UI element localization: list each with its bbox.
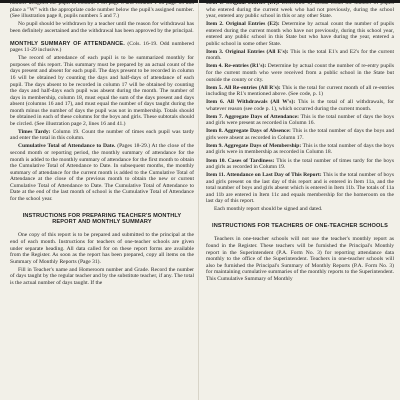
item-9: [206, 143, 394, 156]
right-column: [206, 0, 394, 400]
item-6-label: Item 6. All Withdrawals (All W's):: [206, 99, 296, 106]
one-teacher-heading: INSTRUCTIONS FOR TEACHERS OF ONE-TEACHER SCHOOLS: [212, 223, 388, 230]
item-6: [206, 99, 394, 112]
item-7: [206, 114, 394, 127]
monthly-summary-cols: (Cols. 16-19. Odd numbered pages 11-29 inclusive.): [10, 40, 194, 54]
item-10-label: Item 10. Cases of Tardiness:: [206, 157, 275, 164]
item-1: [206, 0, 394, 20]
item-5-label: Item 5. All Re-entries (All R's):: [206, 84, 281, 91]
item-8-text: This is the total number of days the boys and girls were absent as recorded in Column 17.: [206, 128, 394, 141]
item-4: [206, 63, 394, 83]
item-6-text: This is the total of all withdrawals, for whatever reason (see code p. 1), which occurred during the current month.: [206, 99, 394, 112]
monthly-summary-heading: MONTHLY SUMMARY OF ATTENDANCE.: [10, 40, 125, 47]
left-paragraph-5: One copy of this report is to be prepared and submitted to the principal at the end of each month. Instructions for teachers of one-teacher schools are given under separate heading. All data called for on these report forms are available from the Register. As soon as the report has been prepared, copy all items on the Summary of Monthly Reports (Page 31).: [10, 232, 194, 265]
left-paragraph-1: No pupil should be withdrawn by a teacher until the reason for withdrawal has been definitely ascertained and the withdrawal has been approved by the principal.: [10, 21, 194, 34]
instructions-heading: INSTRUCTIONS FOR PREPARING TEACHER'S MONTHLY REPORT AND MONTHLY SUMMARY: [22, 212, 182, 226]
item-8-label: Item 8. Aggregate Days of Absence:: [206, 128, 291, 135]
cumulative-text: (Pages 18-29.) At the close of the second month or reporting period, the monthly summary of attendance for the month is added to the monthly summary of attendance for the first month to obtain the Cumulative Total of Attendance to Date. In subsequent months, the monthly summary of attendance for the current month is added to the Cumulative Total of Attendance at the close of the previous month to obtain the new or current Cumulative Total of Attendance to Date. The Cumulative Total of Attendance to Date at the end of the last month of school is the Cumulative Total of Attendance for the school year.: [10, 143, 194, 202]
item-11: [206, 172, 394, 205]
cumulative-paragraph: [10, 143, 194, 202]
item-9-text: This is the total number of days the boys and girls were in membership as recorded in Column 18.: [206, 142, 394, 156]
item-10: [206, 158, 394, 171]
times-tardy-label: Times Tardy:: [18, 128, 51, 135]
item-4-text: Determine by actual count the number of re-entry pupils for the current month who were received from a public school in the State but outside the county or city.: [206, 63, 394, 83]
item-7-label: Item 7. Aggregate Days of Attendance:: [206, 113, 299, 120]
item-3-label: Item 3. Original Entries (All E's):: [206, 48, 289, 55]
item-10-text: This is the total number of times tardy for the boys and girls as recorded in Column 19.: [206, 157, 394, 171]
right-last-paragraph: Teachers in one-teacher schools will not use the teacher's monthly report as found in the Register. These teachers will be furnished the Principal's Monthly report in the Superintendent (P.A. Form No. 3) for reporting attendance data monthly to the office of the Superintendent. Teachers in one-teacher schools will also be furnished the Principal's Summary of Monthly Reports (P.A. Form No. 3) for maintaining cumulative summaries of the monthly reports to the Superintendent. This Cumulative Summary of Monthly: [206, 236, 394, 282]
item-1-label: Item 1. Original Entries (E1):: [206, 0, 280, 6]
closing-note: Each monthly report should be signed and dated.: [214, 206, 323, 213]
item-2: [206, 21, 394, 47]
item-5-text: This is the total for current month of all re-entries including the R1's mentioned above. (See code, p. 1): [206, 84, 394, 98]
item-5: [206, 85, 394, 98]
left-paragraph-0: number assigned the pupil in column 1 on page 8 and column 1 on page 63 and place a "W" with the appropriate code number below the pupil's assigned number. (See illustration page 8, pupils numbers 5 and 7.): [10, 0, 194, 20]
left-paragraph-2: The record of attendance of each pupil is to be summarized monthly for purposes of this report. This summary must be prepared by an actual count of the days present and absent for each pupil. The days present to be recorded in column 16 will be obtained by counting the days and half-days of attendance of each pupil. The days absent to be recorded in column 17 will be obtained by counting the days and half-days each pupil was absent during the month. The number of days in membership, column 18, must equal the sum of the days present and days absent (columns 16 and 17), and must equal the number of days taught during the month minus the number of days the pupil was not in membership. Totals should be obtained in each of these columns for the boys and girls. These subtotals should be circled. (See illustration page 2, lines 16 and 41.): [10, 55, 194, 127]
monthly-summary-paragraph: [10, 41, 194, 54]
left-paragraph-6: Fill in Teacher's name and Homeroom number and Grade. Record the number of days taught by the regular teacher and by the substitute teacher, if any. The total is the actual number of days taught. If the: [10, 266, 194, 286]
item-1-text: Determine by actual count the number of pupils who entered during the current week who had not previously, during the school year, entered any public school in this or any other State.: [206, 0, 394, 20]
cumulative-label: Cumulative Total of Attendance to Date.: [18, 143, 116, 150]
item-3: [206, 49, 394, 62]
item-2-text: Determine by actual count the number of pupils entered during the current month who have not previously, during this school year, entered any public school in this State but who have during the year, entered a public school in some other State.: [206, 21, 394, 47]
times-tardy-text: Column 19. Count the number of times each pupil was tardy and enter the total in this column.: [10, 128, 194, 142]
item-11-label: Item 11. Attendance on Last Day of This Report:: [206, 172, 322, 179]
column-gutter: [198, 0, 199, 400]
item-2-label: Item 2. Original Entries (E2):: [206, 21, 280, 28]
left-column: [10, 0, 194, 400]
item-11-text: This is the total number of boys and girls present on the last day of this report and is entered in Item 11a, and the total number of boys and girls absent which is entered in Item 11b. The totals of 11a and 11b are entered in Item 11c and equals membership for the homeroom on the last day of this report.: [206, 172, 394, 205]
item-7-text: This is the total number of days the boys and girls were present as recorded in Column 16.: [206, 113, 394, 127]
item-3-text: This is the total E1's and E2's for the current month.: [206, 48, 394, 62]
item-4-label: Item 4. Re-entries (R1's):: [206, 63, 267, 70]
times-tardy-paragraph: [10, 129, 194, 142]
item-9-label: Item 9. Aggregate Days of Membership:: [206, 142, 302, 149]
item-8: [206, 128, 394, 141]
